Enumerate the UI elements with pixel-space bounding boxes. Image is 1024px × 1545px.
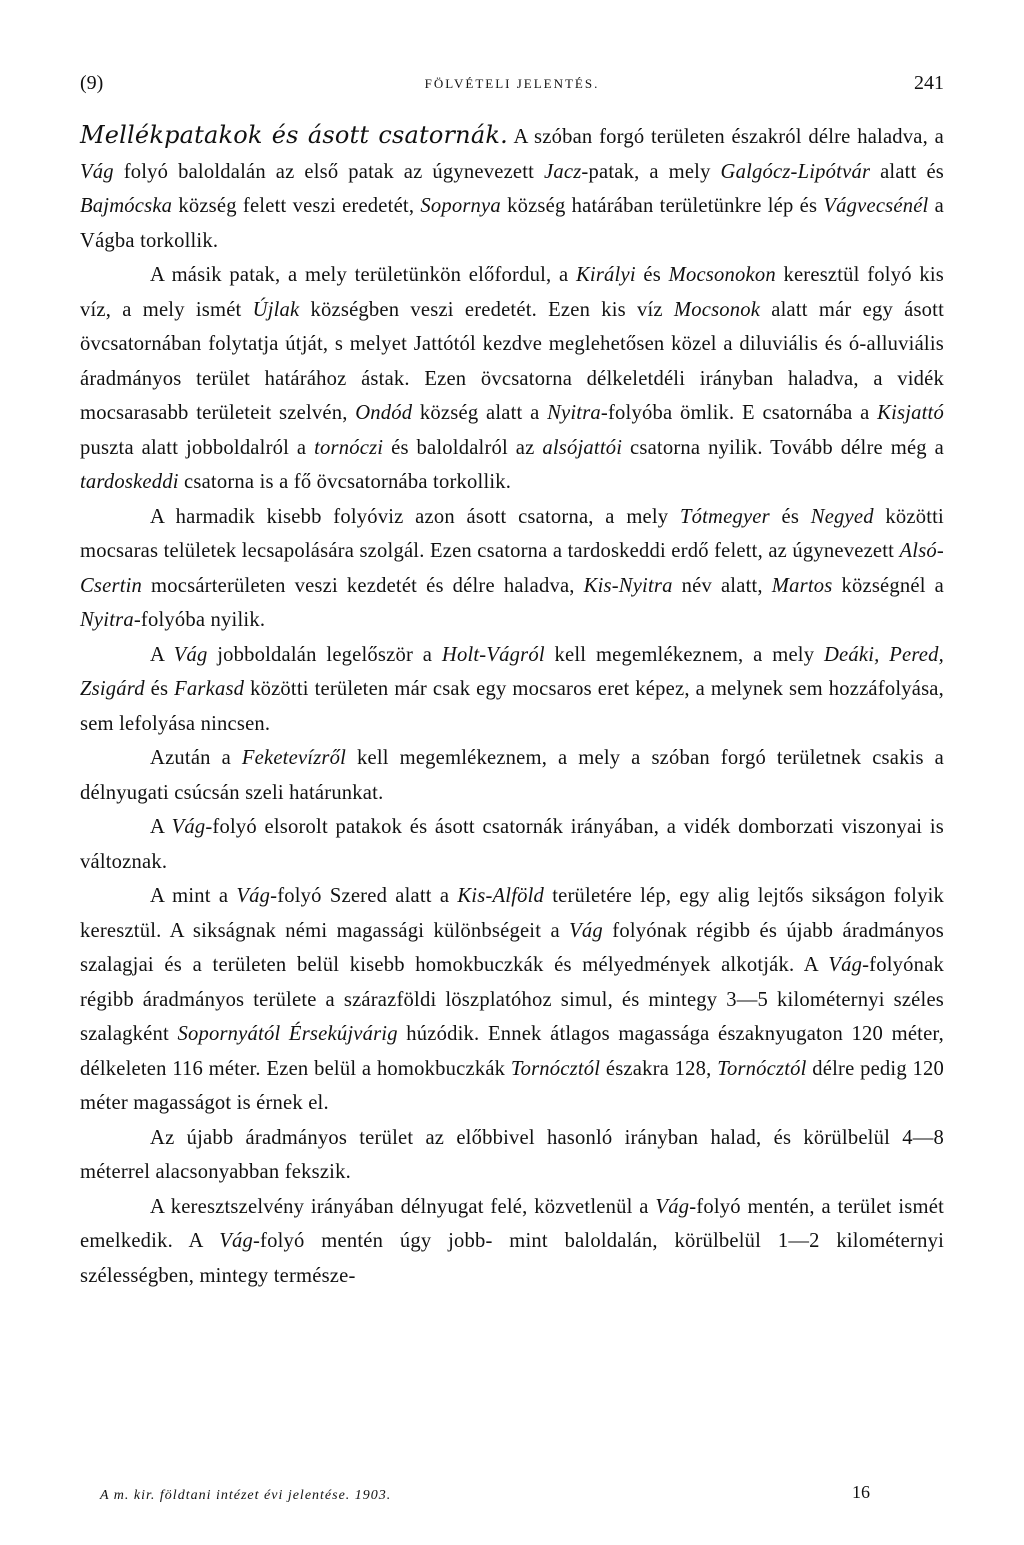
- section-heading: Mellékpatakok és ásott csatornák.: [80, 121, 508, 149]
- text-run: alatt és: [870, 160, 944, 183]
- italic-term: Újlak: [252, 298, 300, 321]
- text-run: közötti területen már csak egy mocsaros eret képez, a melynek sem hozzáfolyása, sem lefolyása nincsen.: [80, 678, 944, 735]
- italic-term: Vág: [80, 160, 114, 183]
- text-run: és: [635, 264, 669, 286]
- text-run: A szóban forgó területen északról délre haladva, a: [507, 126, 944, 148]
- italic-term: Vág: [569, 919, 603, 942]
- text-run: keresztül folyó kis víz, a mely ismét: [80, 264, 944, 321]
- text-run: mocsárterületen veszi kezdetét és délre haladva,: [142, 574, 584, 597]
- italic-term: Deáki, Pered, Zsigárd: [80, 643, 944, 700]
- text-run: község alatt a: [412, 402, 548, 424]
- text-run: név alatt,: [672, 574, 772, 597]
- italic-term: Ondód: [355, 402, 413, 424]
- text-run: közötti mocsaras telületek lecsapolására szolgál. Ezen csatorna a tardoskeddi erdő felett, az úgynevezett: [80, 505, 944, 562]
- paragraph: [80, 258, 944, 500]
- italic-term: Mocsonokon: [668, 264, 776, 286]
- text-run: délre pedig 120 méter magasságot is érnek el.: [80, 1057, 944, 1114]
- text-run: -patak, a mely: [581, 160, 721, 183]
- signature-mark: 16: [852, 1482, 870, 1502]
- italic-term: Vág: [655, 1195, 690, 1218]
- italic-term: Farkasd: [174, 678, 245, 700]
- italic-term: Vág: [173, 643, 208, 666]
- running-header: [80, 72, 944, 96]
- italic-term: Vág: [171, 816, 206, 838]
- text-run: A: [150, 643, 174, 666]
- text-run: -folyónak régibb áradmányos területe a szárazföldi löszplatóhoz simul, és mintegy 3—5 kilométernyi széles szalagként: [80, 954, 944, 1045]
- italic-term: Bajmócska: [80, 195, 173, 217]
- italic-term: Sopornyától Érsekújvárig: [177, 1023, 398, 1045]
- text-run: folyó baloldalán az első patak az úgynevezett: [113, 160, 545, 183]
- paragraph: [80, 118, 944, 258]
- italic-term: Martos: [771, 574, 833, 597]
- text-run: községben veszi eredetét. Ezen kis víz: [299, 298, 674, 321]
- footer: [100, 1482, 924, 1512]
- text-run: A keresztszelvény irányában délnyugat felé, közvetlenül a: [150, 1195, 656, 1218]
- italic-term: Vágvecsénél: [823, 195, 929, 217]
- body-text: [80, 118, 944, 1293]
- text-run: és: [769, 505, 811, 528]
- paragraph: [80, 879, 944, 1121]
- italic-term: Galgócz-Lipótvár: [720, 160, 871, 183]
- paragraph: [80, 810, 944, 879]
- paragraph: [80, 1121, 944, 1190]
- paragraph: [80, 638, 944, 742]
- text-run: Azután a: [150, 747, 242, 769]
- text-run: községnél a: [832, 574, 944, 597]
- italic-term: Holt-Vágról: [441, 643, 545, 666]
- text-run: -folyó mentén úgy jobb- mint baloldalán, körülbelül 1—2 kilométernyi szélességben, mintegy természe-: [80, 1230, 945, 1287]
- italic-term: alsójattói: [542, 436, 623, 459]
- italic-term: Vág: [219, 1230, 253, 1252]
- page-number: 241: [914, 72, 944, 94]
- text-run: A másik patak, a mely területünkön előfordul, a: [150, 264, 576, 286]
- text-run: -folyóba ömlik. E csatornába a: [600, 402, 878, 424]
- text-run: A harmadik kisebb folyóviz azon ásott csatorna, a mely: [150, 505, 680, 528]
- text-run: húzódik. Ennek átlagos magassága északnyugaton 120 méter, délkeleten 116 méter. Ezen belül a homokbuczkák: [80, 1023, 944, 1080]
- italic-term: Jacz: [544, 160, 582, 183]
- italic-term: Mocsonok: [673, 298, 761, 321]
- italic-term: Kisjattó: [877, 402, 944, 424]
- text-run: csatorna is a fő övcsatornába torkollik.: [178, 471, 512, 493]
- italic-term: Királyi: [575, 264, 636, 286]
- text-run: és baloldalról az: [383, 436, 543, 459]
- text-run: alatt már egy ásott övcsatornában folytatja útját, s melyet Jattótól kezdve meglehetősen közel a diluviális és ó-alluviális áradmányos terület határához ástak. Ezen övcsatorna délkeletdéli irányban haladva, a vidék mocsarasabb területeit szelvén,: [80, 298, 945, 424]
- text-run: község felett veszi eredetét,: [172, 195, 421, 217]
- text-run: a Vágba torkollik.: [80, 195, 944, 252]
- text-run: és: [144, 678, 175, 700]
- italic-term: Negyed: [810, 505, 874, 528]
- italic-term: Nyitra: [80, 609, 134, 631]
- italic-term: Kis-Nyitra: [583, 574, 673, 597]
- italic-term: Sopornya: [420, 195, 501, 217]
- text-run: északra 128,: [600, 1057, 718, 1080]
- italic-term: tardoskeddi: [80, 471, 179, 493]
- text-run: község határában területünkre lép és: [500, 195, 824, 217]
- text-run: -folyó Szered alatt a: [270, 885, 458, 907]
- text-run: kell megemlékeznem, a mely: [544, 643, 824, 666]
- running-title: FÖLVÉTELI JELENTÉS.: [424, 76, 600, 91]
- text-run: területére lép, egy alig lejtős sikságon folyik keresztül. A sikságnak némi magassági különbségeit a: [80, 885, 944, 942]
- page-label: (9): [80, 72, 104, 94]
- text-run: folyónak régibb és újabb áradmányos szalagjai és a területen belül kisebb homokbuczkák és mélyedmények alkotják. A: [80, 919, 945, 976]
- italic-term: Tornócztól: [510, 1057, 601, 1080]
- italic-term: Kis-Alföld: [457, 885, 545, 907]
- italic-term: Tótmegyer: [679, 505, 770, 528]
- italic-term: tornóczi: [314, 436, 384, 459]
- italic-term: Alsó-Csertin: [80, 540, 944, 597]
- italic-term: Tornócztól: [717, 1057, 807, 1080]
- text-run: Az újabb áradmányos terület az előbbivel hasonló irányban halad, és körülbelül 4—8 méterrel alacsonyabban fekszik.: [80, 1126, 944, 1183]
- footer-source: A m. kir. földtani intézet évi jelentése. 1903.: [100, 1488, 392, 1503]
- italic-term: Vág: [236, 885, 271, 907]
- text-run: kell megemlékeznem, a mely a szóban forgó területnek csakis a délnyugati csúcsán szeli határunkat.: [80, 747, 944, 804]
- text-run: A mint a: [150, 885, 237, 907]
- italic-term: Feketevízről: [241, 747, 347, 769]
- text-run: -folyó mentén, a terület ismét emelkedik. A: [80, 1195, 944, 1252]
- paragraph: [80, 500, 944, 638]
- paragraph: [80, 741, 944, 810]
- text-run: -folyó elsorolt patakok és ásott csatornák irányában, a vidék domborzati viszonyai is változnak.: [80, 816, 944, 873]
- italic-term: Nyitra: [547, 402, 601, 424]
- text-run: csatorna nyilik. Tovább délre még a: [622, 436, 944, 459]
- paragraph: [80, 1190, 944, 1294]
- text-run: A: [150, 816, 172, 838]
- text-run: puszta alatt jobboldalról a: [80, 436, 315, 459]
- italic-term: Vág: [828, 954, 863, 976]
- text-run: jobboldalán legelőször a: [207, 643, 442, 666]
- text-run: -folyóba nyilik.: [133, 609, 266, 631]
